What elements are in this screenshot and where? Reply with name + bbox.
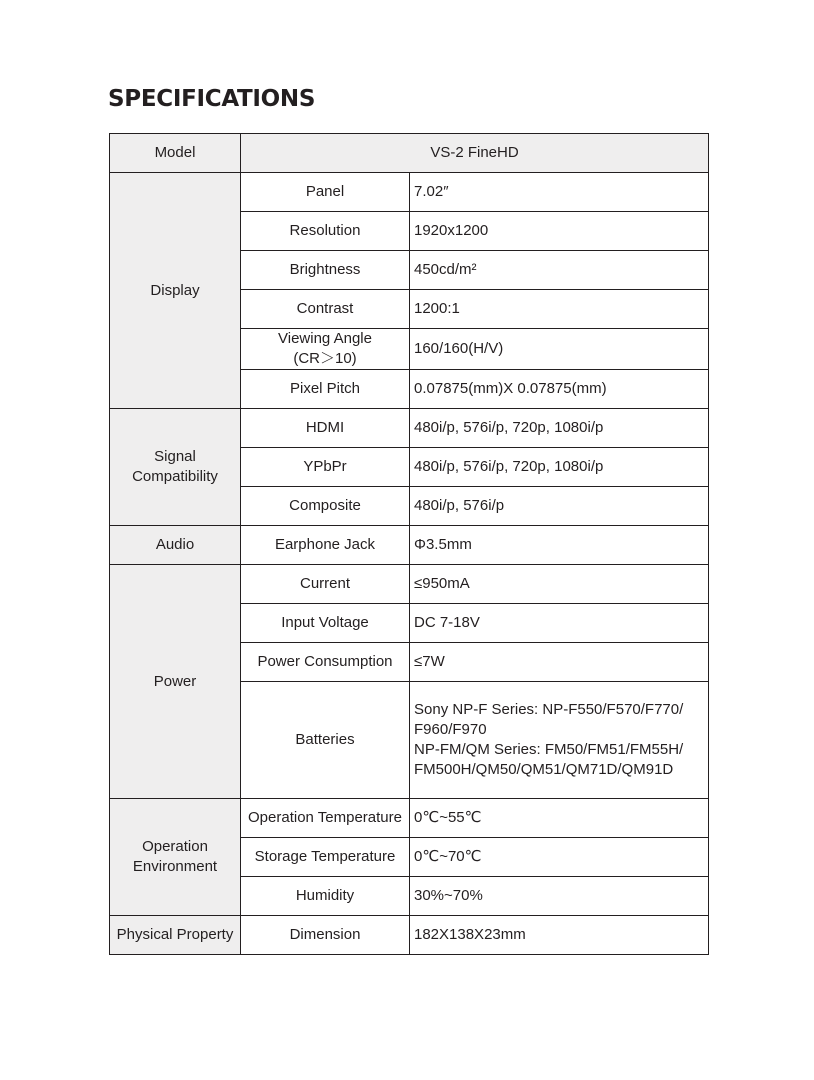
spec-value: 480i/p, 576i/p, 720p, 1080i/p [414, 458, 604, 475]
spec-label: Input Voltage [281, 614, 369, 631]
spec-label-cell [241, 838, 410, 877]
spec-value: ≤7W [414, 653, 445, 670]
spec-value: DC 7-18V [414, 614, 480, 631]
spec-label: Operation Temperature [248, 809, 402, 826]
spec-value-cell [410, 173, 709, 212]
spec-label-cell [241, 448, 410, 487]
spec-value-cell [410, 448, 709, 487]
spec-value-cell [410, 604, 709, 643]
spec-row [110, 916, 709, 955]
spec-value: FM500H/QM50/QM51/QM71D/QM91D [414, 761, 674, 778]
spec-label: Earphone Jack [274, 536, 376, 553]
spec-value-cell [410, 643, 709, 682]
spec-row [110, 565, 709, 604]
category-label: Signal [154, 448, 196, 465]
spec-value-cell [410, 526, 709, 565]
spec-label: Panel [305, 183, 345, 200]
category-label: Display [150, 281, 200, 299]
spec-label-cell [241, 409, 410, 448]
spec-label: Dimension [289, 926, 361, 943]
category-label: Compatibility [132, 468, 218, 485]
category-label: Environment [132, 858, 218, 875]
spec-value-cell [410, 916, 709, 955]
spec-value: 182X138X23mm [414, 926, 526, 943]
spec-label: Pixel Pitch [289, 380, 361, 397]
spec-value: 450cd/m² [414, 261, 477, 278]
spec-value-cell [410, 370, 709, 409]
spec-row [110, 799, 709, 838]
spec-label-cell [241, 212, 410, 251]
spec-value-cell [410, 290, 709, 329]
spec-row [110, 409, 709, 448]
spec-row [110, 173, 709, 212]
spec-label-cell [241, 290, 410, 329]
spec-value: 0.07875(mm)X 0.07875(mm) [414, 380, 607, 397]
spec-value: 1200:1 [414, 300, 460, 317]
spec-label: HDMI [305, 419, 345, 436]
spec-value-cell [410, 329, 709, 370]
spec-value-cell [410, 682, 709, 799]
spec-label: Batteries [295, 731, 355, 748]
spec-value: NP-FM/QM Series: FM50/FM51/FM55H/ [414, 741, 684, 758]
spec-label-cell [241, 251, 410, 290]
model-value: VS-2 FineHD [241, 134, 709, 173]
spec-value-cell [410, 409, 709, 448]
spec-label-cell [241, 329, 410, 370]
spec-label: Viewing Angle [278, 330, 372, 347]
spec-value: 1920x1200 [414, 222, 489, 239]
spec-row [110, 526, 709, 565]
category-cell [110, 409, 241, 526]
spec-label: Brightness [289, 261, 361, 278]
spec-value-cell [410, 251, 709, 290]
spec-label: Humidity [295, 887, 355, 904]
spec-value-cell [410, 877, 709, 916]
spec-value-cell [410, 212, 709, 251]
spec-value-cell [410, 799, 709, 838]
spec-label: Power Consumption [257, 653, 393, 670]
spec-label: YPbPr [303, 458, 347, 475]
spec-label-cell [241, 173, 410, 212]
spec-value: 0℃~55℃ [414, 809, 482, 826]
page-title: SPECIFICATIONS [108, 86, 316, 112]
spec-value: F960/F970 [414, 721, 487, 738]
spec-value: ≤950mA [414, 575, 470, 592]
spec-label-cell [241, 799, 410, 838]
category-cell [110, 173, 241, 409]
spec-value: 480i/p, 576i/p, 720p, 1080i/p [414, 419, 604, 436]
spec-label-cell [241, 916, 410, 955]
spec-value: 30%~70% [414, 887, 483, 904]
spec-value-cell [410, 487, 709, 526]
spec-label: Resolution [289, 222, 361, 239]
spec-value-cell [410, 838, 709, 877]
spec-label-cell [241, 487, 410, 526]
spec-value: 480i/p, 576i/p [414, 497, 505, 514]
spec-value-cell [410, 565, 709, 604]
spec-label-cell [241, 877, 410, 916]
specifications-table [109, 133, 709, 955]
category-label: Power [153, 672, 197, 690]
spec-label: Contrast [296, 300, 354, 317]
category-label: Operation [142, 838, 208, 855]
model-label: Model [110, 134, 241, 173]
spec-label-cell [241, 370, 410, 409]
category-cell [110, 565, 241, 799]
category-cell [110, 526, 241, 565]
category-cell [110, 799, 241, 916]
spec-label: Storage Temperature [254, 848, 396, 865]
spec-value: 0℃~70℃ [414, 848, 482, 865]
spec-value: 160/160(H/V) [414, 340, 504, 357]
spec-label-cell [241, 565, 410, 604]
spec-label: (CR＞10) [293, 350, 357, 367]
category-cell [110, 916, 241, 955]
spec-label-cell [241, 643, 410, 682]
category-label: Physical Property [116, 926, 234, 943]
spec-label: Current [299, 575, 351, 592]
model-row [110, 134, 709, 173]
spec-value: 7.02″ [414, 183, 449, 200]
spec-label-cell [241, 604, 410, 643]
spec-value: Sony NP-F Series: NP-F550/F570/F770/ [414, 701, 684, 718]
category-label: Audio [155, 536, 195, 553]
spec-label-cell [241, 526, 410, 565]
spec-label: Composite [289, 497, 361, 514]
spec-label-cell [241, 682, 410, 799]
spec-value: Φ3.5mm [414, 536, 472, 553]
